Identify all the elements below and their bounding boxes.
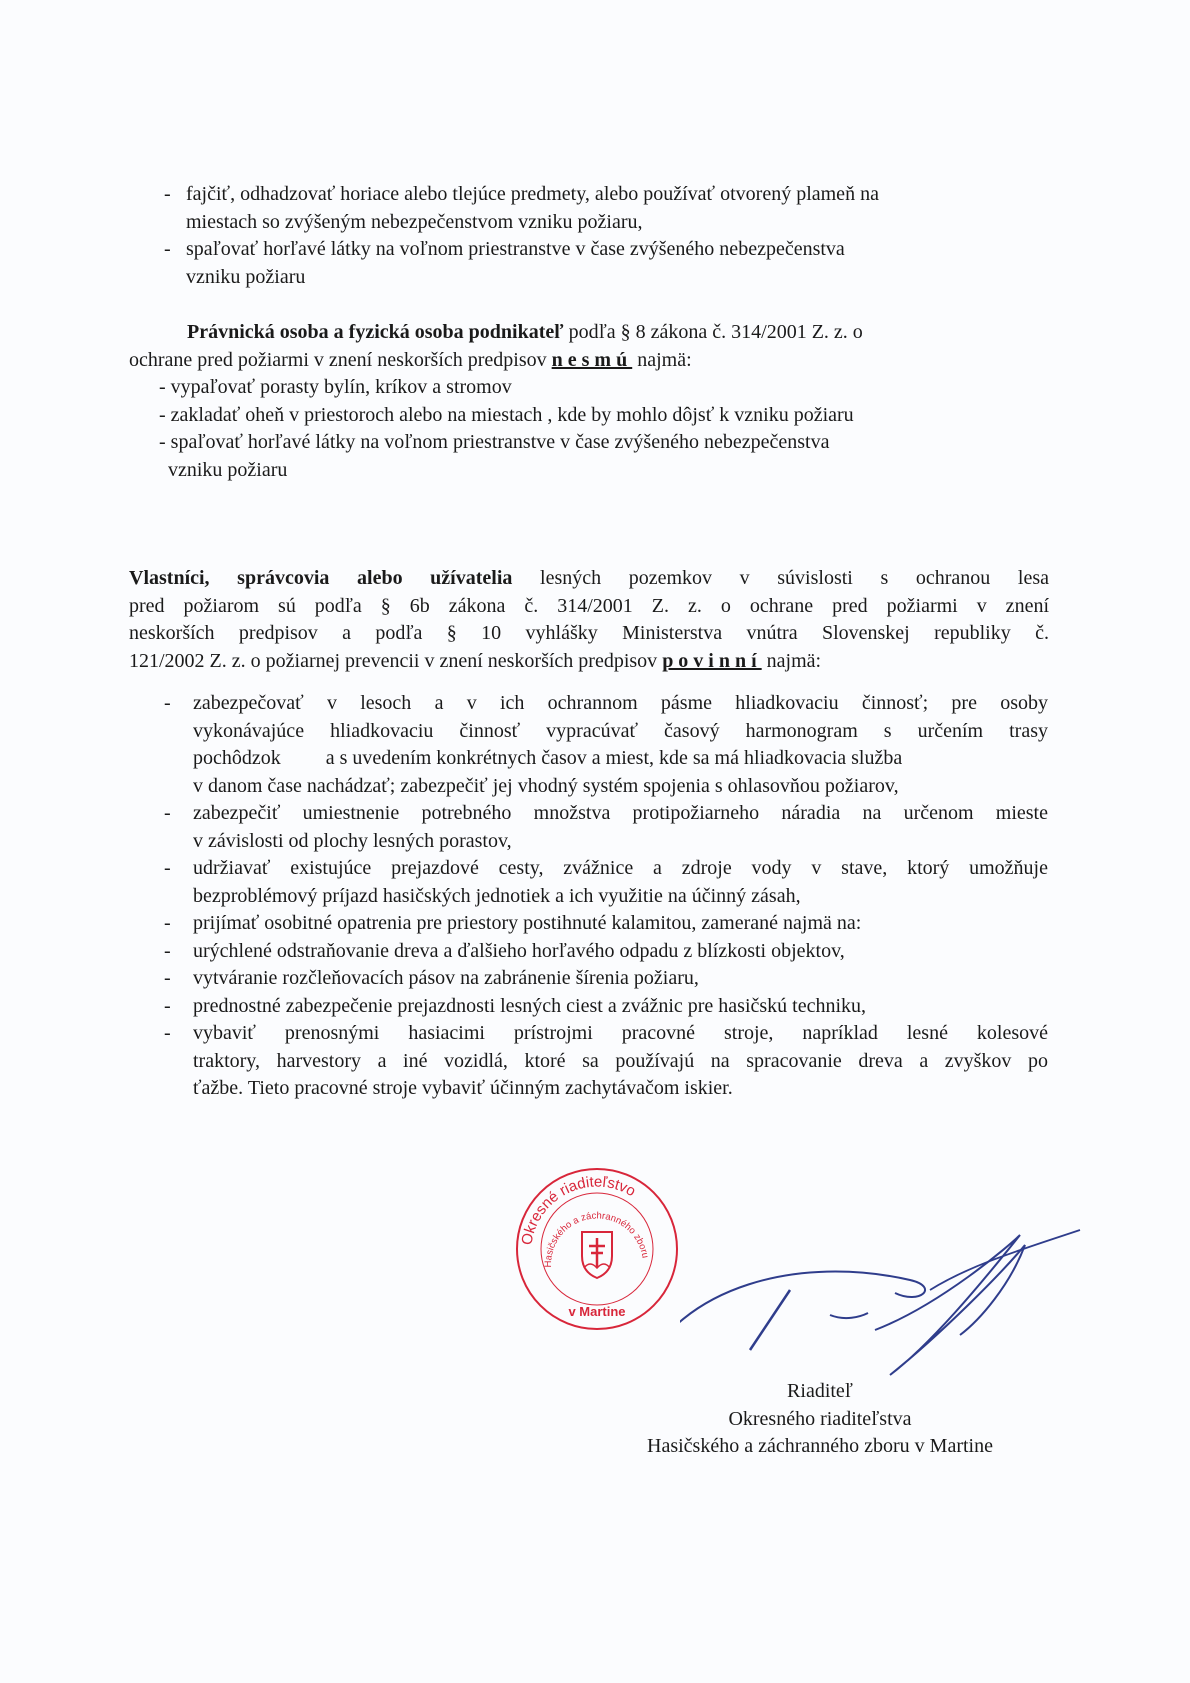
obligations-list — [164, 690, 1048, 1103]
list-dash: - — [164, 912, 171, 934]
list-line: spaľovať horľavé látky na voľnom priestranstve v čase zvýšeného nebezpečenstva — [186, 238, 845, 260]
line-pre: ochrane pred požiarmi v znení neskorších predpisov — [129, 348, 552, 371]
official-stamp — [512, 1164, 682, 1334]
list-dash: - — [164, 238, 171, 260]
signatory-title: Riaditeľ — [787, 1380, 853, 1402]
emphasis-povinni: povinní — [662, 649, 762, 672]
list-item: - spaľovať horľavé látky na voľnom priestranstve v čase zvýšeného nebezpečenstva — [159, 431, 830, 453]
list-line: traktory, harvestory a iné vozidlá, ktoré sa používajú na spracovanie dreva a zvyškov po — [193, 1049, 1048, 1072]
list-dash: - — [164, 939, 171, 962]
list-dash: - — [164, 967, 171, 989]
list-line: zabezpečovať v lesoch a v ich ochrannom pásme hliadkovaciu činnosť; pre osoby — [193, 692, 1048, 714]
list-line: prijímať osobitné opatrenia pre priestory postihnuté kalamitou, zamerané najmä na: — [193, 912, 862, 934]
stamp-bottom-text: v Martine — [568, 1304, 626, 1319]
list-item — [164, 690, 1048, 800]
list-line: urýchlené odstraňovanie dreva a ďalšieho horľavého odpadu z blízkosti objektov, — [193, 939, 845, 962]
list-item — [164, 938, 1048, 966]
stamp-inner-text: Hasičského a záchranného zboru — [542, 1210, 651, 1268]
list-line: ťažbe. Tieto pracovné stroje vybaviť účinným zachytávačom iskier. — [193, 1077, 733, 1099]
list-dash: - — [164, 1022, 171, 1044]
lead-rest: podľa § 8 zákona č. 314/2001 Z. z. o — [563, 321, 863, 343]
list-item — [164, 1020, 1048, 1103]
list-dash: - — [164, 183, 171, 205]
list-item — [164, 855, 1048, 910]
lead-rest: lesných pozemkov v súvislosti s ochranou lesa — [512, 567, 1049, 589]
list-item — [164, 993, 1048, 1021]
list-dash: - — [164, 692, 171, 714]
list-line: vzniku požiaru — [186, 265, 306, 288]
handwritten-signature — [680, 1225, 1110, 1385]
coat-of-arms-icon — [582, 1232, 612, 1278]
list-line: vybaviť prenosnými hasiacimi prístrojmi pracovné stroje, napríklad lesné kolesové — [193, 1022, 1048, 1044]
line-post: najmä: — [761, 649, 822, 672]
stamp-outer-text: Okresné riaditeľstvo — [518, 1173, 639, 1247]
bold-subject: Právnická osoba a fyzická osoba podnikateľ — [187, 321, 564, 343]
bold-subject: Vlastníci, správcovia alebo užívatelia — [129, 567, 513, 589]
list-item — [164, 181, 1044, 236]
list-item: - zakladať oheň v priestoroch alebo na miestach , kde by mohlo dôjsť k vzniku požiaru — [159, 403, 854, 426]
forest-owners-obligations — [129, 565, 1049, 675]
paragraph-line: pred požiarom sú podľa § 6b zákona č. 314/2001 Z. z. o ochrane pred požiarmi v znení — [129, 594, 1049, 617]
list-dash: - — [164, 857, 171, 879]
signatory-org-line: Hasičského a záchranného zboru v Martine — [647, 1435, 993, 1457]
list-item — [164, 800, 1048, 855]
prohibitions-list-general — [164, 181, 1044, 291]
emphasis-nesmu: nesmú — [551, 348, 633, 371]
list-line: prednostné zabezpečenie prejazdnosti lesných ciest a zvážnic pre hasičskú techniku, — [193, 994, 867, 1017]
list-dash: - — [164, 994, 171, 1017]
list-dash: - — [164, 802, 171, 824]
list-line: v danom čase nachádzať; zabezpečiť jej vhodný systém spojenia s ohlasovňou požiarov, — [193, 774, 899, 797]
signature-block — [600, 1378, 1040, 1461]
line-pre: 121/2002 Z. z. o požiarnej prevencii v znení neskorších predpisov — [129, 649, 663, 672]
list-item — [164, 236, 1044, 291]
list-line: udržiavať existujúce prejazdové cesty, zvážnice a zdroje vody v stave, ktorý umožňuje — [193, 857, 1048, 879]
paragraph-lead — [129, 565, 1049, 593]
line-post: najmä: — [632, 348, 692, 371]
list-item-continuation: vzniku požiaru — [168, 458, 288, 481]
list-item: - vypaľovať porasty bylín, kríkov a stromov — [159, 376, 512, 398]
list-line: fajčiť, odhadzovať horiace alebo tlejúce predmety, alebo používať otvorený plameň na — [186, 183, 879, 205]
paragraph-line — [129, 347, 1049, 375]
list-line: pochôdzok a s uvedením konkrétnych časov a miest, kde sa má hliadkovacia služba — [193, 747, 903, 769]
signatory-org-line: Okresného riaditeľstva — [728, 1407, 912, 1430]
list-line: miestach so zvýšeným nebezpečenstvom vzniku požiaru, — [186, 210, 643, 233]
list-line: vykonávajúce hliadkovaciu činnosť vypracúvať časový harmonogram s určením trasy — [193, 719, 1048, 742]
paragraph-line: neskorších predpisov a podľa § 10 vyhlášky Ministerstva vnútra Slovenskej republiky č. — [129, 622, 1049, 644]
list-line: v závislosti od plochy lesných porastov, — [193, 829, 512, 852]
list-item — [164, 910, 1048, 938]
paragraph-line — [129, 648, 1049, 676]
list-line: zabezpečiť umiestnenie potrebného množstva protipožiarneho náradia na určenom mieste — [193, 802, 1048, 824]
legal-entity-prohibitions — [129, 319, 1049, 484]
paragraph-lead — [129, 319, 1049, 347]
list-item — [164, 965, 1048, 993]
list-line: bezproblémový príjazd hasičských jednotiek a ich využitie na účinný zásah, — [193, 884, 801, 907]
list-line: vytváranie rozčleňovacích pásov na zabránenie šírenia požiaru, — [193, 967, 699, 989]
